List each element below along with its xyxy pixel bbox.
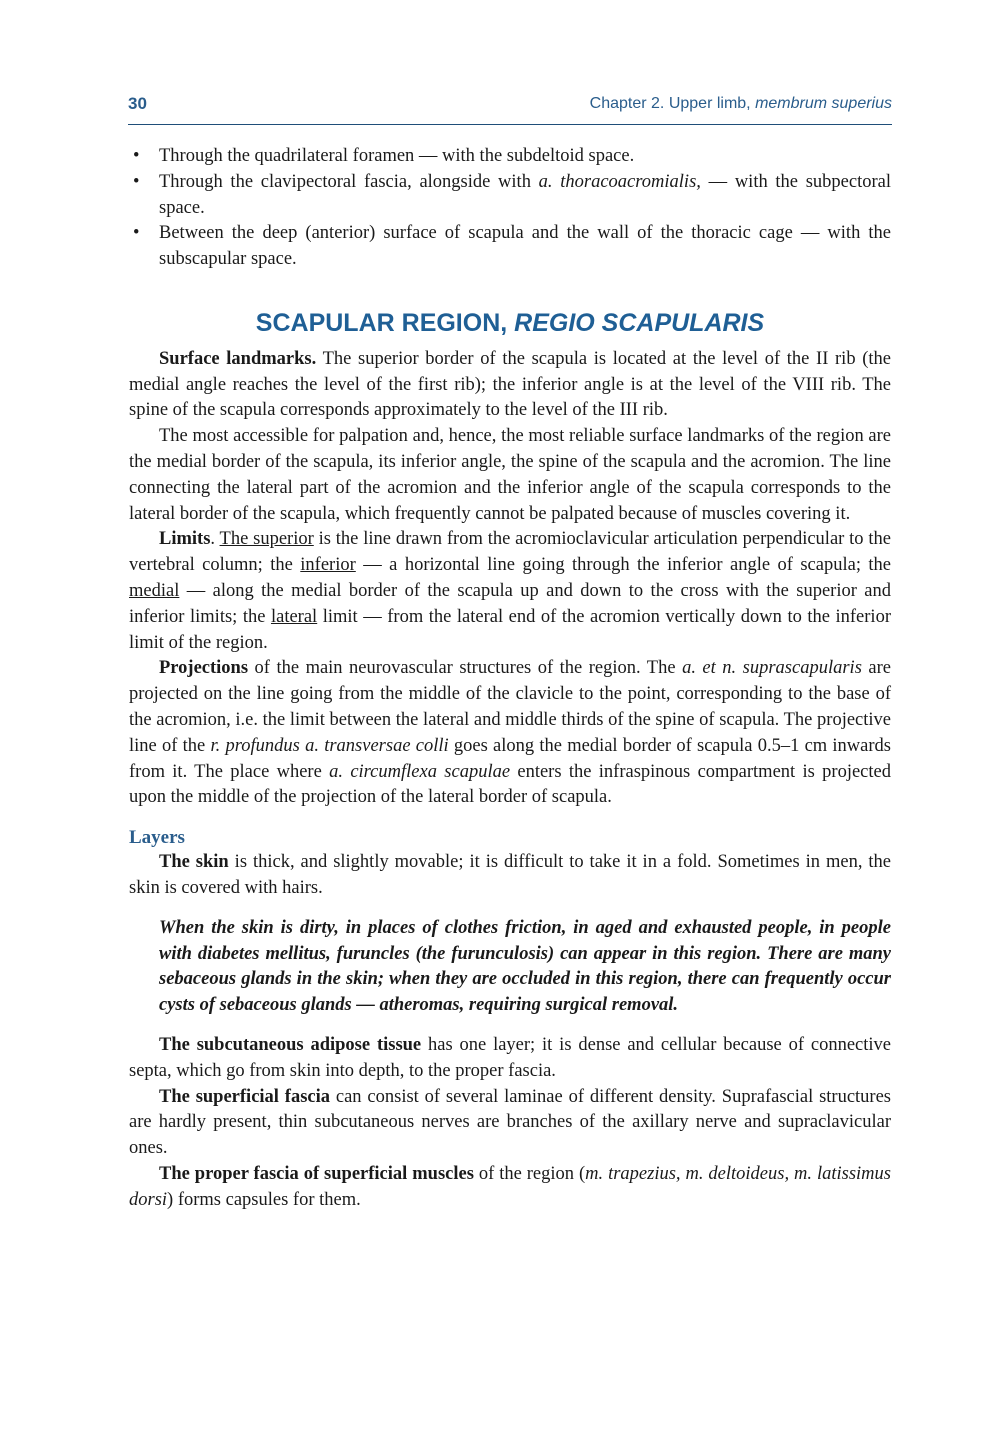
proper-fascia-paragraph: The proper fascia of superficial muscles of the region (m. trapezius, m. deltoideus, m. latissimus dorsi) forms capsules for them. [129,1163,891,1210]
list-item: • Between the deep (anterior) surface of scapula and the wall of the thoracic cage — with the subscapular space. [133,223,891,270]
page-body [129,144,891,1213]
limits-paragraph: Limits. The superior is the line drawn from the acromioclavicular articulation perpendicular to the vertebral column; the inferior — a horizontal line going through the inferior angle of scapula; the medial — along the medial border of the scapula up and down to the cross with the superior and inferior limits; the lateral limit — from the lateral end of the acromion vertically down to the inferior limit of the region. [129,529,891,653]
surface-landmarks-paragraph: Surface landmarks. The superior border of the scapula is located at the level of the II rib (the medial angle reaches the level of the first rib); the inferior angle is at the level of the VIII rib. The spine of the scapula corresponds approximately to the level of the III rib. [129,348,892,421]
clinical-note: When the skin is dirty, in places of clothes friction, in aged and exhausted people, in people with diabetes mellitus, furuncles (the furunculosis) can appear in this region. There are many sebaceous glands in the skin; when they are occluded in this region, there can frequently occur cysts of sebaceous glands — atheromas, requiring surgical removal. [159,917,891,1016]
subcutaneous-paragraph: The subcutaneous adipose tissue has one layer; it is dense and cellular because of connective septa, which go from skin into depth, to the proper fascia. [129,1034,892,1081]
bullet-icon: • [133,171,140,192]
skin-paragraph: The skin is thick, and slightly movable; it is difficult to take it in a fold. Sometimes in men, the skin is covered with hairs. [129,852,891,898]
running-header [128,94,892,125]
bullet-icon: • [133,146,140,166]
bullet-list [129,144,891,273]
layers-heading: Layers [129,827,185,849]
section-title: SCAPULAR REGION, REGIO SCAPULARIS [255,308,765,337]
chapter-title-latin: membrum superius [755,95,892,112]
palpation-paragraph: The most accessible for palpation and, hence, the most reliable surface landmarks of the region are the medial border of the scapula, its inferior angle, the spine of the scapula and the acromion. The line connecting the lateral part of the acromion and the inferior angle of the scapula corresponds to the lateral border of the scapula, which frequently cannot be palpated because of muscles covering it. [129,426,891,524]
projections-paragraph: Projections of the main neurovascular structures of the region. The a. et n. suprascapularis are projected on the line going from the middle of the clavicle to the point, corresponding to the base of the acromion, i.e. the limit between the lateral and middle thirds of the spine of scapula. The projective line of the r. profundus a. transversae colli goes along the medial border of scapula 0.5–1 cm inwards from it. The place where a. circumflexa scapulae enters the infraspinous compartment is projected upon the middle of the projection of the lateral border of scapula. [129,658,891,808]
list-item: • Through the quadrilateral foramen — with the subdeltoid space. [129,144,891,170]
chapter-title [590,95,892,113]
superficial-fascia-paragraph: The superficial fascia can consist of several laminae of different density. Suprafascial structures are hardly present, thin subcutaneous nerves are branches of the axillary nerve and supraclavicular ones. [129,1086,891,1159]
bullet-icon: • [133,223,140,244]
chapter-title-text: Chapter 2. Upper limb, [589,95,756,112]
list-item: • Through the clavipectoral fascia, alongside with a. thoracoacromialis, — with the subpectoral space. [133,171,892,218]
page-number: 30 [128,94,147,113]
